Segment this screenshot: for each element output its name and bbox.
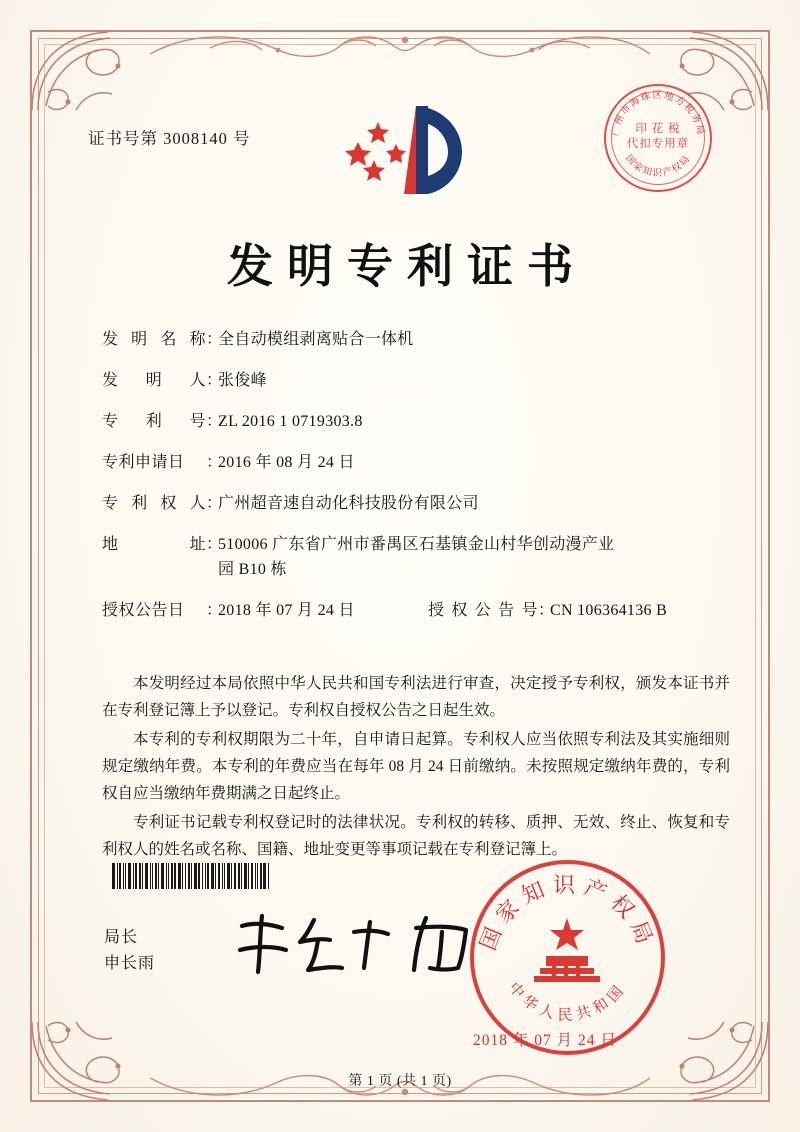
field-value-grant-date: 2018 年 07 月 24 日: [218, 602, 355, 619]
field-row-grant: [102, 603, 722, 619]
svg-text:中华人民共和国: [505, 979, 630, 1023]
field-label: 发 明 人: [102, 372, 206, 389]
field-colon: ：: [206, 495, 223, 512]
corner-ornament-icon: [26, 1016, 146, 1106]
field-label: 专 利 号: [102, 413, 206, 430]
field-label: 地 址: [102, 536, 206, 553]
field-label: 专 利 权 人: [102, 495, 206, 512]
cnipa-logo-icon: [342, 98, 472, 208]
field-list: [102, 332, 722, 644]
field-colon: ：: [206, 331, 223, 348]
tax-stamp: [604, 84, 712, 192]
field-value-address: [218, 537, 722, 578]
legal-text: [102, 670, 730, 865]
field-value-inventor: 张俊峰: [218, 372, 267, 389]
page-footer: 第 1 页 (共 1 页): [348, 1074, 452, 1089]
field-colon: ：: [206, 602, 223, 619]
field-row-address: [102, 537, 722, 578]
paragraph-2: 本专利的专利权期限为二十年，自申请日起算。专利权人应当依照专利法及其实施细则规定缴纳年费。本专利的年费应当在每年 08 月 24 日前缴纳。未按照规定缴纳年费的，专利权自应当缴纳年费期满之日起终止。: [102, 731, 730, 802]
tax-stamp-center: 印 花 税 代扣专用章: [626, 123, 690, 150]
seal-date: 2018 年 07 月 24 日: [473, 1032, 617, 1049]
field-colon: ：: [206, 454, 223, 471]
handwritten-signature: [230, 910, 480, 980]
field-value-application-date: 2016 年 08 月 24 日: [218, 454, 355, 471]
field-value-patent-number: ZL 2016 1 0719303.8: [218, 413, 363, 430]
field-colon: ：: [538, 602, 555, 619]
field-row-inventor: [102, 373, 722, 389]
field-label-grant-date: 授权公告日: [102, 602, 185, 619]
page-title: 发明专利证书: [227, 241, 587, 292]
certificate-number: 证书号第 3008140 号: [88, 129, 251, 148]
field-label: 发 明 名 称: [102, 331, 206, 348]
svg-text:国家知识产权局: [623, 153, 693, 179]
corner-ornament-icon: [654, 1016, 774, 1106]
field-value-patentee: 广州超音速自动化科技股份有限公司: [218, 495, 479, 512]
corner-ornament-icon: [26, 26, 146, 116]
field-label: 专利申请日: [102, 454, 185, 471]
official-seal: [470, 860, 665, 1055]
field-label-grant-number: 授 权 公 告 号: [428, 602, 538, 619]
seal-arc-text: 国家知识产权局: [475, 872, 660, 954]
director-name: 申长雨: [104, 955, 156, 972]
field-colon: ：: [206, 413, 223, 430]
director-title: 局长: [104, 929, 139, 946]
field-colon: ：: [206, 372, 223, 389]
signature-block: [104, 925, 155, 977]
field-row-patent-number: [102, 414, 722, 430]
barcode: [112, 863, 312, 889]
field-row-invention-name: [102, 332, 722, 348]
stamp-arc-bottom-text: 国家知识产权局: [622, 153, 694, 179]
address-line-1: 510006 广东省广州市番禺区石基镇金山村华创动漫产业: [218, 536, 615, 553]
field-value-invention-name: 全自动模组剥离贴合一体机: [218, 331, 414, 348]
seal-arc-bottom-text: 中华人民共和国: [504, 979, 631, 1024]
field-row-patentee: [102, 496, 722, 512]
paragraph-3: 专利证书记载专利权登记时的法律状况。专利权的转移、质押、无效、终止、恢复和专利权人的姓名或名称、国籍、地址变更等事项记载在专利登记簿上。: [102, 814, 730, 858]
paragraph-1: 本发明经过本局依照中华人民共和国专利法进行审查，决定授予专利权，颁发本证书并在专利登记簿上予以登记。专利权自授权公告之日起生效。: [102, 675, 730, 719]
ornament-top-icon: [150, 28, 650, 62]
field-colon: ：: [206, 536, 223, 553]
field-row-application-date: [102, 455, 722, 471]
address-line-2: 园 B10 栋: [218, 561, 287, 578]
stamp-arc-top-text: 广州市海珠区地方税务局: [610, 91, 706, 137]
field-value-grant-number: CN 106364136 B: [550, 602, 668, 619]
